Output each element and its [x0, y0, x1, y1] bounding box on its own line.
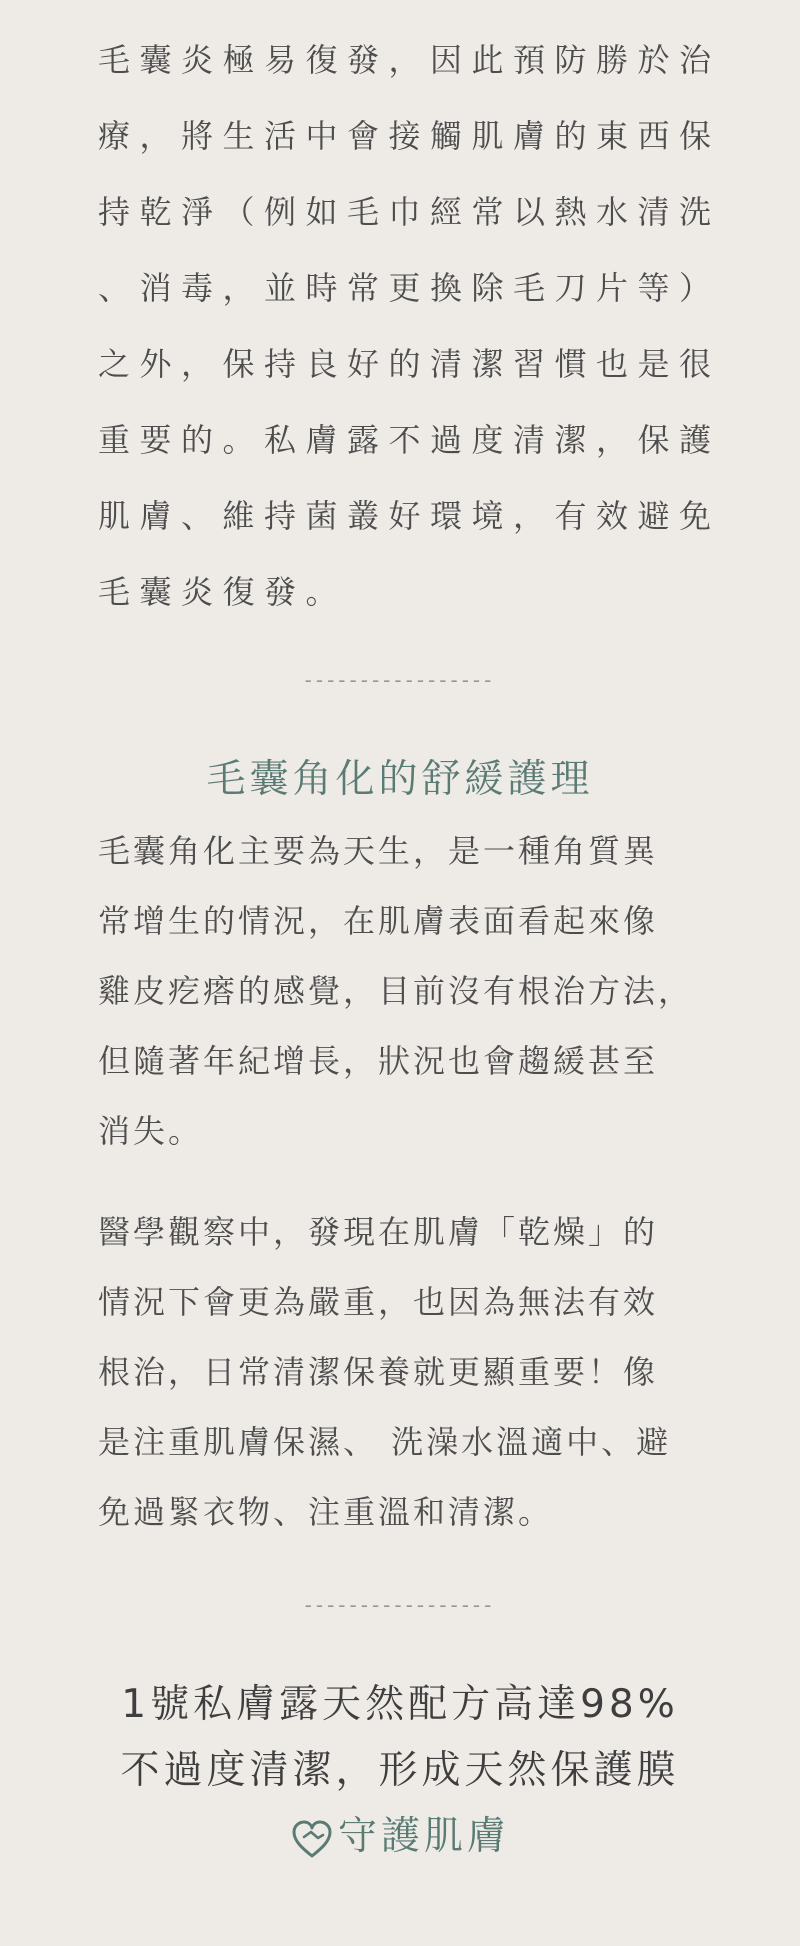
paragraph-line: 情況下會更為嚴重，也因為無法有效	[98, 1283, 659, 1321]
paragraph-line: 根治，日常清潔保養就更顯重要！像	[98, 1353, 659, 1391]
intro-paragraph	[98, 32, 721, 640]
tagline-line: 不過度清潔，形成天然保護膜	[120, 1748, 680, 1793]
paragraph-line: 毛囊炎極易復發，因此預防勝於治	[98, 41, 721, 79]
paragraph-line: 醫學觀察中，發現在肌膚「乾燥」的	[98, 1213, 659, 1251]
paragraph-line: 肌膚、維持菌叢好環境，有效避免	[98, 497, 721, 535]
paragraph-line: 之外，保持良好的清潔習慣也是很	[98, 345, 721, 383]
paragraph-line: 療，將生活中會接觸肌膚的東西保	[98, 117, 721, 155]
section-divider: -----------------	[304, 668, 496, 692]
product-tagline	[0, 1672, 800, 1870]
tagline-line: 1號私膚露天然配方高達98%	[121, 1682, 679, 1727]
paragraph-line: 毛囊角化主要為天生，是一種角質異	[98, 832, 659, 870]
paragraph-line: 消失。	[98, 1112, 204, 1150]
paragraph-line: 是注重肌膚保濕、 洗澡水溫適中、避	[98, 1423, 672, 1461]
section-heading: 毛囊角化的舒緩護理	[206, 757, 594, 802]
section-divider: -----------------	[304, 1593, 496, 1617]
tagline-protect-line	[0, 1804, 800, 1870]
paragraph-line: 但隨著年紀增長，狀況也會趨緩甚至	[98, 1042, 659, 1080]
paragraph-line: 免過緊衣物、注重溫和清潔。	[98, 1493, 554, 1531]
tagline-protect-text: 守護肌膚	[337, 1814, 510, 1859]
keratosis-paragraph	[98, 826, 708, 1176]
heart-icon	[290, 1815, 334, 1857]
paragraph-line: 重要的。私膚露不過度清潔，保護	[98, 421, 721, 459]
care-paragraph	[98, 1207, 708, 1557]
paragraph-line: 持乾淨（例如毛巾經常以熱水清洗	[98, 193, 721, 231]
paragraph-line: 雞皮疙瘩的感覺，目前沒有根治方法，	[98, 972, 694, 1010]
paragraph-line: 毛囊炎復發。	[98, 573, 348, 611]
paragraph-line: 常增生的情況，在肌膚表面看起來像	[98, 902, 659, 940]
paragraph-line: 、消毒，並時常更換除毛刀片等）	[98, 269, 721, 307]
